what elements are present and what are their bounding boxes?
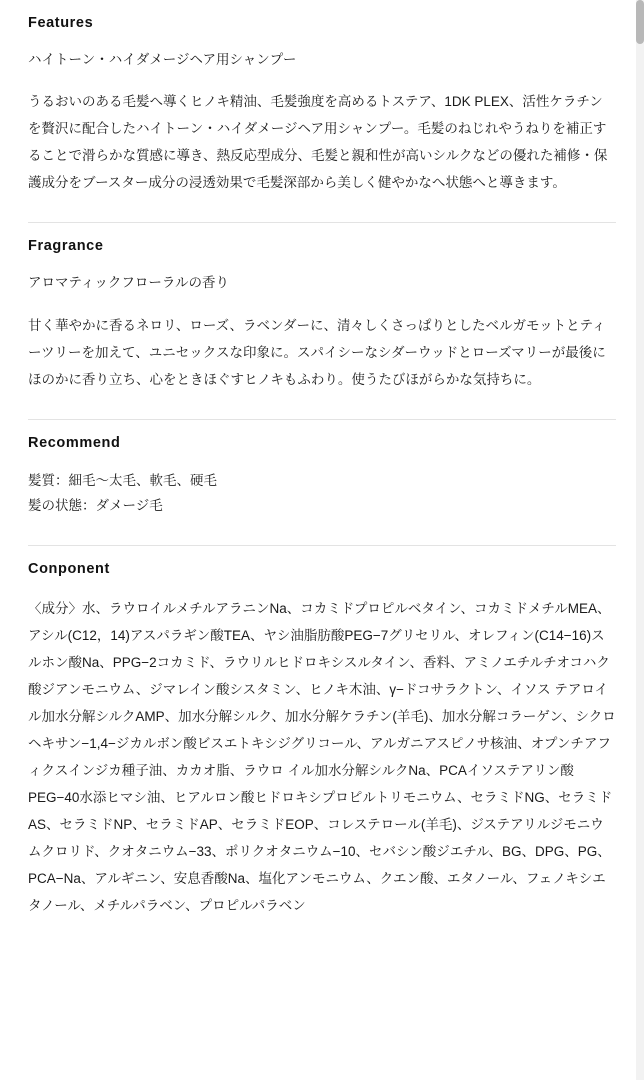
section-fragrance xyxy=(28,223,616,392)
fragrance-body: 甘く華やかに香るネロリ、ローズ、ラベンダーに、清々しくさっぱりとしたベルガモットとティーツリーを加えて、ユニセックスな印象に。スパイシーなシダーウッドとローズマリーが最後にほのかに香り立ち、心をときほぐすヒノキもふわり。使うたびほがらかな気持ちに。 xyxy=(28,317,606,387)
section-features xyxy=(28,0,616,196)
features-body: うるおいのある毛髪へ導くヒノキ精油、毛髪強度を高めるトステア、1DK PLEX、活性ケラチンを贅沢に配合したハイトーン・ハイダメージヘア用シャンプー。毛髪のねじれやうねりを補正することで滑らかな質感に導き、熱反応型成分、毛髪と親和性が高いシルクなどの優れた補修・保護成分をブースター成分の浸透効果で毛髪深部から美しく健やかなへ状態へと導きます。 xyxy=(28,94,608,191)
section-component xyxy=(28,546,616,919)
scrollbar-thumb[interactable] xyxy=(636,0,644,44)
section-recommend xyxy=(28,420,616,519)
recommend-hair-type: 髪質：細毛〜太毛、軟毛、硬毛 xyxy=(28,472,217,488)
features-subtitle: ハイトーン・ハイダメージヘア用シャンプー xyxy=(28,51,297,67)
fragrance-heading: Fragrance xyxy=(28,238,104,255)
features-heading: Features xyxy=(28,15,94,31)
component-heading: Conponent xyxy=(28,560,110,577)
component-ingredients: 〈成分〉水、ラウロイルメチルアラニンNa、コカミドプロピルベタイン、コカミドメチルMEA、アシル(C12，14)アスパラギン酸TEA、ヤシ油脂肪酸PEG−7グリセリル、オレフィン(C14−16)スルホン酸Na、PPG−2コカミド、ラウリルヒドロキシスルタイン、香料、アミノエチルチオコハク酸ジアンモニウム、ジマレイン酸シスタミン、ヒノキ木油、γ−ドコサラクトン、イソス テアロイル加水分解シルクAMP、加水分解シルク、加水分解ケラチン(羊毛)、加水分解コラーゲン、シクロヘキサン−1,4−ジカルボン酸ビスエトキシジグリコール、アルガニアスピノサ核油、オプンチアフィクスインジカ種子油、カカオ脂、ラウロ イル加水分解シルクNa、PCAイソステアリン酸PEG−40水添ヒマシ油、ヒアルロン酸ヒドロキシプロピルトリモニウム、セラミドNG、セラミドAS、セラミドNP、セラミドAP、セラミドEOP、コレステロール(羊毛)、ジステアリルジモニウムクロリド、クオタニウム−33、ポリクオタニウム−10、セバシン酸ジエチル、BG、DPG、PG、PCA−Na、アルギニン、安息香酸Na、塩化アンモニウム、クエン酸、エタノール、フェノキシエタノール、メチルパラベン、プロピルパラベン xyxy=(28,600,616,913)
recommend-hair-condition: 髪の状態：ダメージ毛 xyxy=(28,497,163,513)
vertical-scrollbar[interactable] xyxy=(636,0,644,1080)
recommend-heading: Recommend xyxy=(28,434,121,451)
fragrance-subtitle: アロマティックフローラルの香り xyxy=(28,275,230,291)
